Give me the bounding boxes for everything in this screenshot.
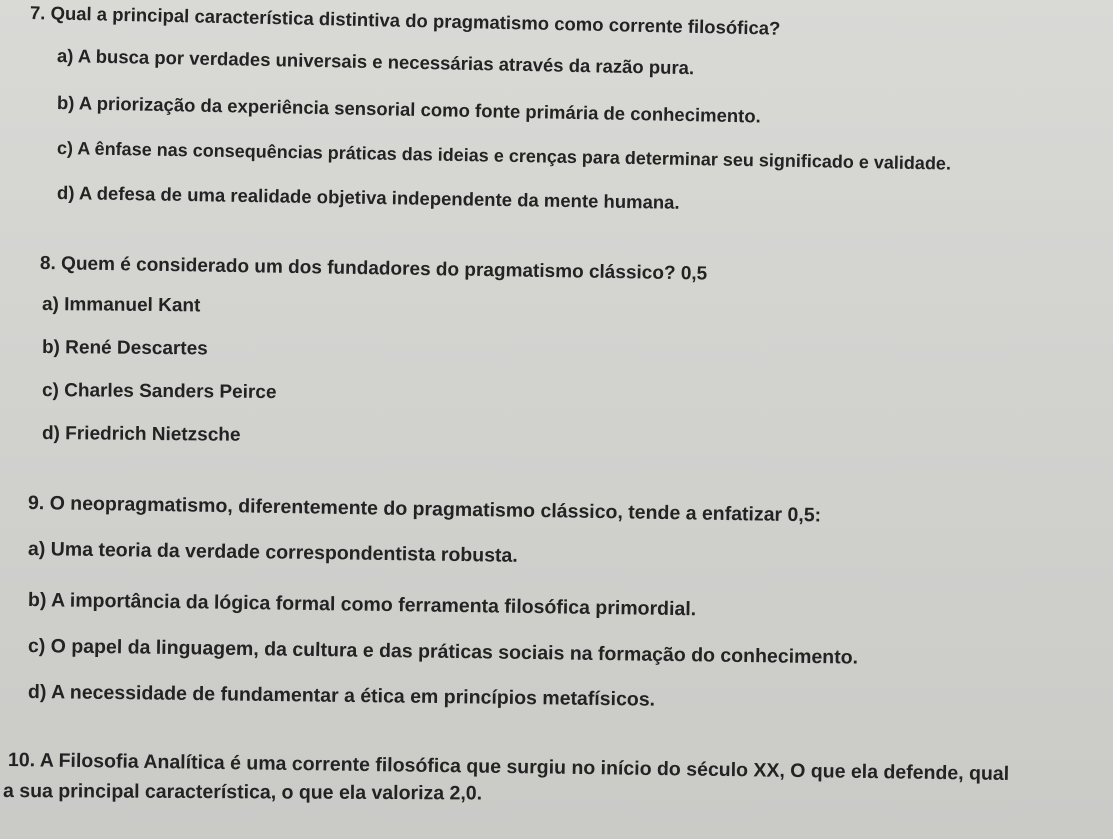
question-9-option-b: b) A importância da lógica formal como ferramenta filosófica primordial. (27, 589, 697, 621)
question-8-option-b: b) René Descartes (41, 337, 208, 360)
question-9-option-a: a) Uma teoria da verdade correspondentista robusta. (27, 538, 518, 567)
question-7-option-a: a) A busca por verdades universais e necessárias através da razão pura. (56, 45, 695, 79)
question-8-option-d: d) Friedrich Nietzsche (41, 423, 241, 446)
question-7-option-d: d) A defesa de uma realidade objetiva independente da mente humana. (56, 182, 680, 213)
question-7-option-b: b) A priorização da experiência sensorial como fonte primária de conhecimento. (56, 92, 761, 127)
question-10-text-line2: a sua principal característica, o que ela valoriza 2,0. (2, 780, 483, 805)
question-7-text: 7. Qual a principal característica distintiva do pragmatismo como corrente filosófica? (29, 2, 781, 39)
question-9-text: 9. O neopragmatismo, diferentemente do pragmatismo clássico, tende a enfatizar 0,5: (27, 492, 822, 527)
question-8-option-a: a) Immanuel Kant (41, 294, 201, 317)
question-9-option-c: c) O papel da linguagem, da cultura e das práticas sociais na formação do conhecimento. (27, 635, 859, 669)
question-8-option-c: c) Charles Sanders Peirce (41, 380, 277, 404)
question-7-option-c: c) A ênfase nas consequências práticas das ideias e crenças para determinar seu significado e validade. (56, 138, 952, 174)
question-9-option-d: d) A necessidade de fundamentar a ética em princípios metafísicos. (27, 681, 656, 711)
question-8-text: 8. Quem é considerado um dos fundadores do pragmatismo clássico? 0,5 (39, 253, 708, 285)
question-10-text-line1: 10. A Filosofia Analítica é uma corrente filosófica que surgiu no início do século XX, O que ela defende, qual (7, 749, 1010, 785)
